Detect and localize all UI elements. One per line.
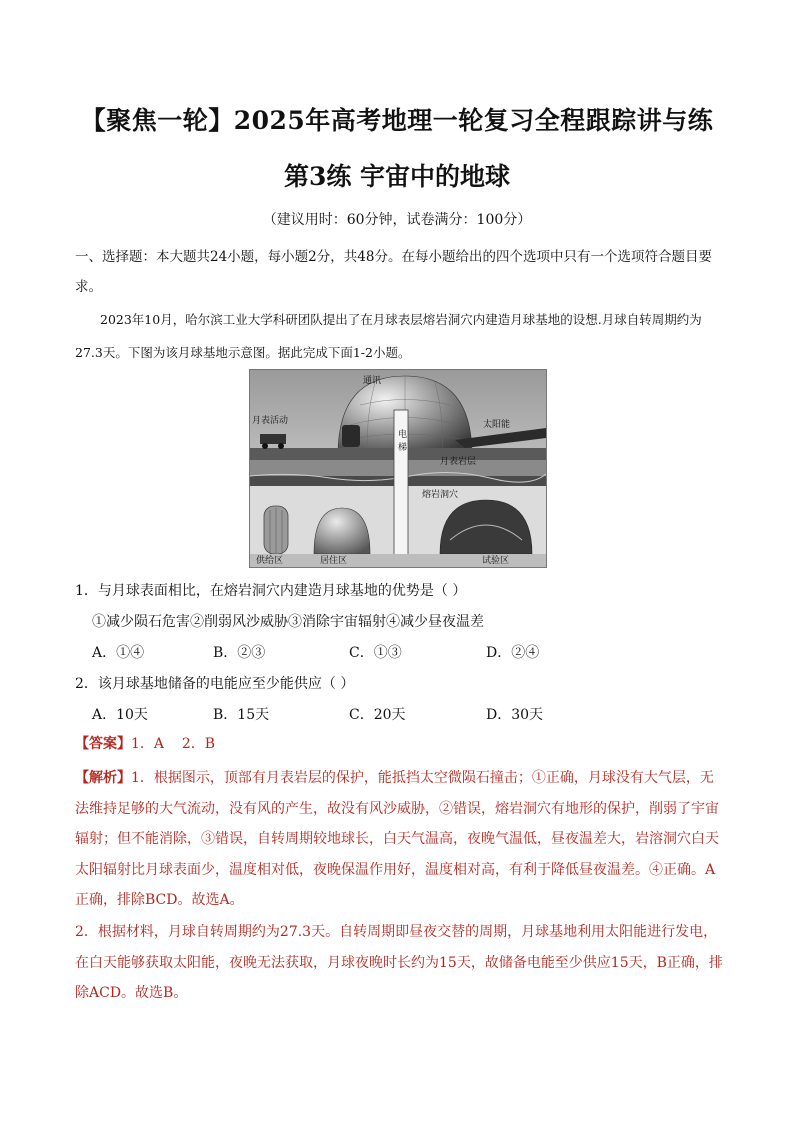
question-2-option-b: B．15天: [213, 707, 270, 723]
label-test: 试验区: [482, 556, 510, 566]
label-comm: 通讯: [363, 376, 382, 386]
answer-label: 【答案】: [75, 736, 131, 752]
question-1-statements: ①减少陨石危害②削弱风沙威胁③消除宇宙辐射④减少昼夜温差: [92, 614, 484, 630]
label-elevator-1: 电: [398, 430, 408, 440]
analysis-paragraph-2: [75, 917, 723, 1009]
section-heading: 一、选择题：本大题共24小题，每小题2分，共48分。在每小题给出的四个选项中只有一个选项符合题目要求。: [75, 249, 712, 295]
question-1-stem: 1．与月球表面相比，在熔岩洞穴内建造月球基地的优势是（ ）: [75, 583, 467, 599]
question-2-stem: 2．该月球基地储备的电能应至少能供应（ ）: [75, 676, 355, 692]
label-rock-layer: 月表岩层: [440, 457, 477, 467]
moon-base-diagram-svg: [250, 370, 546, 567]
rover-wheel: [278, 443, 284, 449]
question-1-option-a: A．①④: [92, 645, 145, 661]
page-title: 【聚焦一轮】2025年高考地理一轮复习全程跟踪讲与练: [80, 106, 714, 135]
analysis-paragraph-1: [75, 763, 723, 916]
analysis-label: 【解析】: [75, 770, 131, 786]
label-elevator-2: 梯: [398, 443, 408, 453]
label-living: 居住区: [320, 556, 348, 566]
question-1-option-c: C．①③: [349, 645, 402, 661]
label-supply: 供给区: [256, 556, 284, 566]
label-solar: 太阳能: [483, 420, 511, 430]
question-2-option-d: D．30天: [486, 707, 544, 723]
question-1-option-b: B．②③: [213, 645, 266, 661]
answer-text: 1．A 2．B: [131, 736, 216, 752]
analysis-text-2: 2．根据材料，月球自转周期约为27.3天。自转周期即昼夜交替的周期，月球基地利用太阳能进行发电，在白天能够获取太阳能，夜晚无法获取，月球夜晚时长约为15天，故储备电能至少供应15天，B正确，排除ACD。故选B。: [75, 924, 723, 1001]
tank: [342, 425, 360, 447]
label-activity: 月表活动: [252, 416, 289, 426]
answer-line: [75, 733, 215, 753]
label-lava-cave: 熔岩洞穴: [422, 490, 459, 500]
moon-base-diagram: [249, 369, 547, 568]
analysis-text-1: 1．根据图示，顶部有月表岩层的保护，能抵挡太空微陨石撞击；①正确，月球没有大气层，无法维持足够的大气流动，没有风的产生，故没有风沙威胁，②错误，熔岩洞穴有地形的保护，削弱了宇宙辐射；但不能消除，③错误，自转周期较地球长，白天气温高，夜晚气温低，昼夜温差大，岩溶洞穴白天太阳辐射比月球表面少，温度相对低，夜晚保温作用好，温度相对高，有利于降低昼夜温差。④正确。A正确，排除BCD。故选A。: [75, 770, 719, 908]
time-note: （建议用时：60分钟，试卷满分：100分）: [262, 212, 532, 228]
question-1-option-d: D．②④: [486, 645, 540, 661]
material-intro: 2023年10月，哈尔滨工业大学科研团队提出了在月球表层熔岩洞穴内建造月球基地的设想.月球自转周期约为27.3天。下图为该月球基地示意图。据此完成下面1-2小题。: [75, 312, 702, 360]
lesson-title: 第3练 宇宙中的地球: [283, 162, 511, 191]
rover-wheel: [262, 443, 268, 449]
rover: [260, 434, 286, 444]
question-2-option-c: C．20天: [349, 707, 406, 723]
question-2-option-a: A．10天: [92, 707, 148, 723]
